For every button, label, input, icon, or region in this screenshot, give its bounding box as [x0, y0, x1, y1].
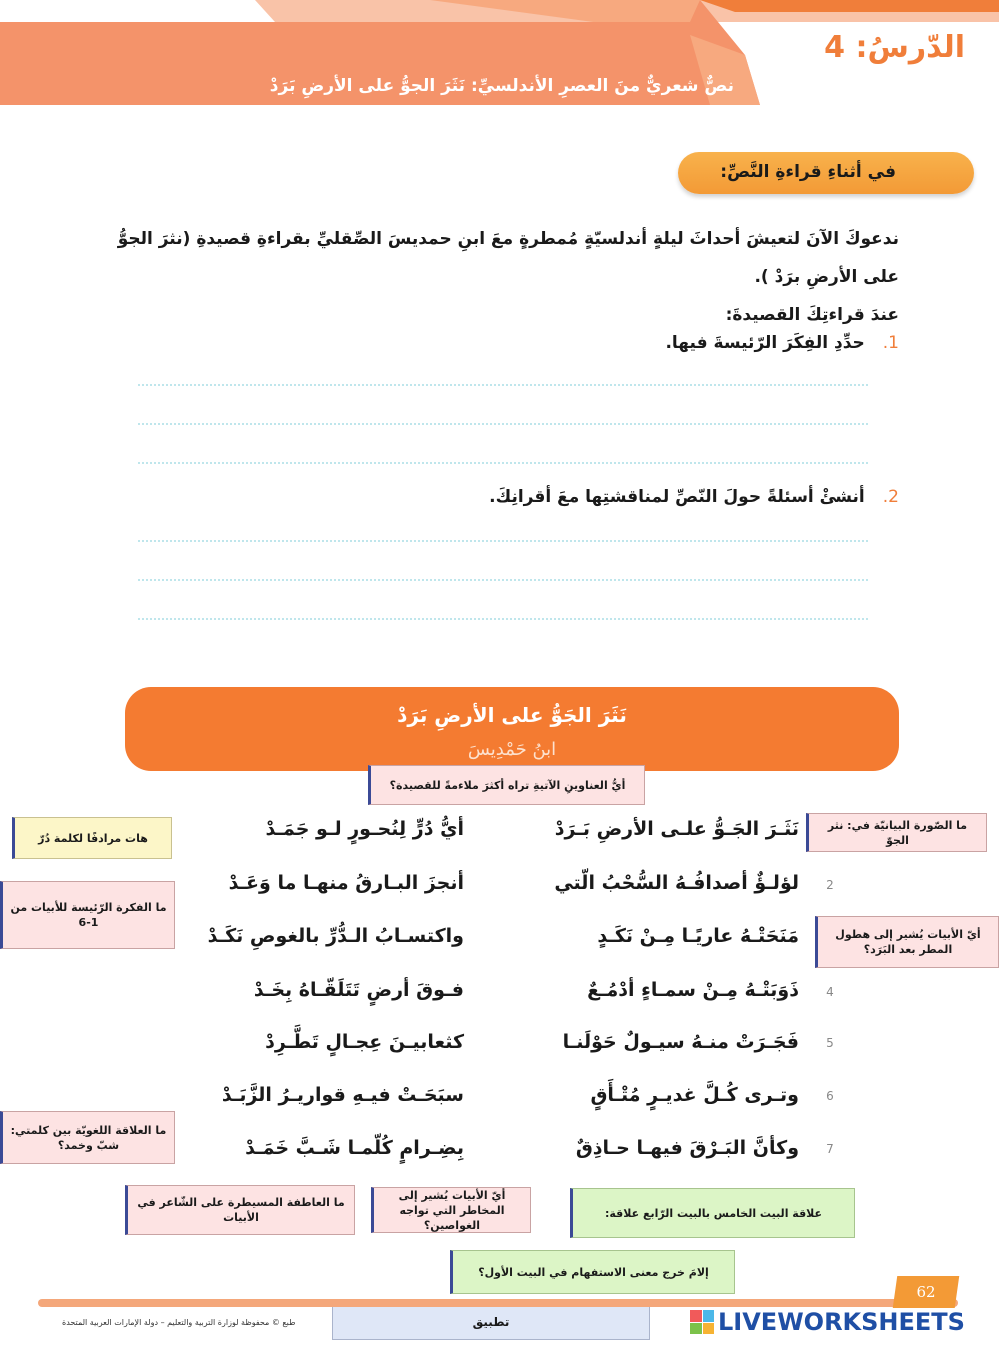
line-number: 7: [826, 1142, 834, 1156]
poem-hemistich-2: أنجزَ البـارقُ منهـا ما وَعَـدْ: [228, 872, 464, 894]
brand-name: LIVEWORKSHEETS: [718, 1308, 965, 1336]
poem-hemistich-1: فَجَـرَتْ منـهُ سيـولٌ حَوْلَنـا: [562, 1031, 799, 1053]
poem-hemistich-1: مَنَحَتْـهُ عاريًـا مِـنْ نَكَـدٍ: [597, 925, 799, 947]
main-idea-question-box[interactable]: ما الفكرة الرّئيسة للأبيات من 1-6: [0, 881, 175, 949]
synonym-question-box[interactable]: هات مرادفًا لكلمة دُرّ: [12, 817, 172, 859]
apply-box[interactable]: تطبيق: [332, 1304, 650, 1340]
intro-line: ندعوكَ الآنَ لتعيشَ أحداثَ ليلةٍ أندلسيّةٍ مُمطرةٍ معَ ابنِ حمديسَ الصِّقليِّ بقراءةِ قصيدةِ (نثرَ الجوُّ: [117, 229, 899, 249]
imagery-question-box[interactable]: ما الصّورة البيانيّة في: نثر الجوّ: [806, 813, 987, 852]
question-number: 2.: [882, 487, 899, 507]
line-number: 4: [826, 985, 834, 999]
title-question-box[interactable]: أيُّ العناوينِ الآتيةِ تراه أكثرَ ملاءمةً للقصيدة؟: [368, 765, 645, 805]
footer-bar: [38, 1299, 958, 1307]
question-text: أنشئْ أسئلةً حولَ النّصِّ لمناقشتِها معَ أقرانِكَ.: [489, 487, 865, 507]
poem-author: ابنُ حَمْدِيسَ: [467, 739, 557, 760]
section-pill-label: في أثناءِ قراءةِ النَّصِّ:: [720, 162, 896, 182]
answer-line[interactable]: [138, 579, 868, 581]
poem-hemistich-1: وكأنَّ البَـرْقَ فيهـا حـاذِقٌ: [575, 1137, 799, 1159]
question-1: [665, 333, 899, 353]
rain-verses-question-box[interactable]: أيّ الأبيات يُشير إلى هطول المطر بعد البَرَد؟: [815, 916, 999, 968]
answer-line[interactable]: [138, 618, 868, 620]
intro-line: على الأرضِ برَدْ ).: [754, 267, 899, 287]
line-number: 5: [826, 1036, 834, 1050]
poem-hemistich-2: بِضِـرامٍ كُلّمـا شَـبَّ خَمَـدْ: [245, 1137, 464, 1159]
answer-line[interactable]: [138, 540, 868, 542]
question-meaning-box[interactable]: إلامَ خرج معنى الاستفهام في البيت الأول؟: [450, 1250, 735, 1294]
intro-paragraph: [109, 220, 899, 334]
line-number: 2: [826, 878, 834, 892]
question-2: [489, 487, 899, 507]
poem-header: [125, 687, 899, 771]
intro-line: عندَ قراءتِكَ القصيدةَ:: [725, 305, 899, 325]
question-number: 1.: [882, 333, 899, 353]
poem-hemistich-1: وتـرى كُـلَّ غديـرٍ مُتْـأَقٍ: [590, 1084, 799, 1106]
poem-hemistich-2: أيُّ دُرٍّ لِنُحـورٍ لـو جَمَـدْ: [265, 818, 464, 840]
question-text: حدِّدِ الفِكَرَ الرّئيسةَ فيها.: [665, 333, 865, 353]
answer-line[interactable]: [138, 384, 868, 386]
lesson-subtitle: نصٌّ شعريٌّ منَ العصرِ الأندلسيِّ: نَثَرَ الجوُّ على الأرضِ بَرَدْ: [269, 76, 734, 96]
poem-hemistich-2: سبَحَـتْ فيـهِ قواريـرُ الزَّبَـدْ: [221, 1084, 464, 1106]
copyright-text: طبع © محفوظة لوزارة التربية والتعليم – دولة الإمارات العربية المتحدة: [62, 1318, 296, 1327]
section-pill: [678, 152, 974, 194]
liveworksheets-logo: [690, 1308, 965, 1336]
poem-hemistich-1: لؤلـؤٌ أصدافُـهُ السُّحْبُ الّتي: [554, 872, 799, 894]
liveworksheets-icon: [690, 1310, 714, 1334]
poem-hemistich-2: كثعابيـنَ عِجـالٍ تَطَّـرِدْ: [265, 1031, 464, 1053]
word-relation-question-box[interactable]: ما العلاقة اللغويّة بين كلمتي: شبّ وخمد؟: [0, 1111, 175, 1164]
poem-hemistich-2: واكتسـابُ الـدُّرِّ بالغوصِ نَكَـدْ: [207, 925, 464, 947]
line-number: 6: [826, 1089, 834, 1103]
poem-hemistich-1: نَثَـرَ الجَـوُّ علـى الأرضِ بَـرَدْ: [554, 818, 799, 840]
poem-hemistich-2: فـوقَ أرضٍ تَتَلَقّـاهُ بِخَـدْ: [253, 979, 464, 1001]
answer-line[interactable]: [138, 462, 868, 464]
emotion-question-box[interactable]: ما العاطفة المسيطرة على الشّاعر في الأبيات: [125, 1185, 355, 1235]
dangers-question-box[interactable]: أيّ الأبيات يُشير إلى المخاطر التي تواجه الغواصين؟: [371, 1187, 531, 1233]
page-number: 62: [916, 1283, 936, 1301]
verse-relation-question-box[interactable]: علاقة البيت الخامس بالبيت الرّابع علاقة:: [570, 1188, 855, 1238]
lesson-title: الدّرسُ: 4: [824, 30, 965, 65]
poem-hemistich-1: ذَوَبَتْـهُ مِـنْ سمـاءٍ أدْمُـعٌ: [587, 979, 799, 1001]
poem-title: نَثَرَ الجَوُّ على الأرضِ بَرَدْ: [397, 703, 627, 727]
answer-line[interactable]: [138, 423, 868, 425]
